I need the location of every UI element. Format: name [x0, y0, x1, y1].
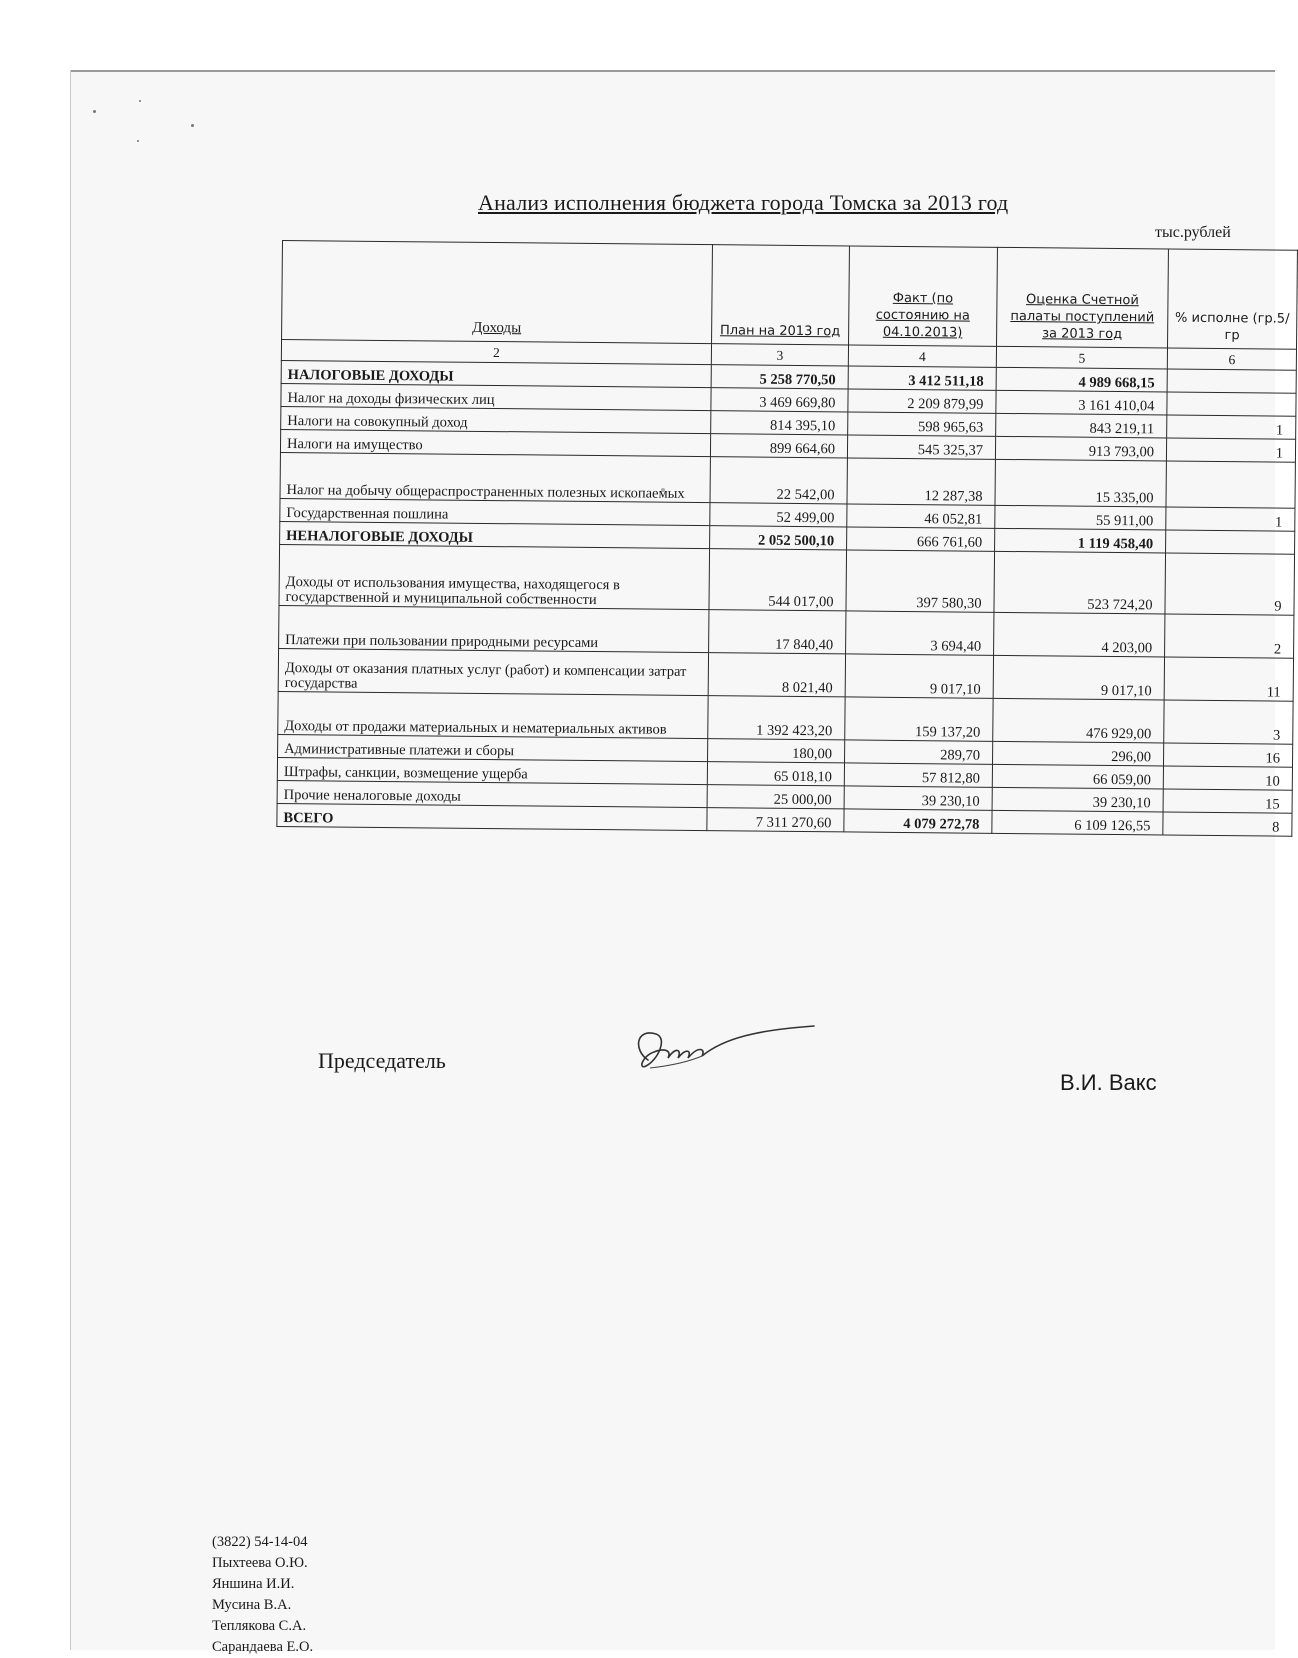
contact-person: Теплякова С.А.: [212, 1618, 307, 1634]
header-plan: [712, 245, 850, 345]
row-estimate: 523 724,20: [994, 551, 1166, 614]
row-estimate: 843 219,11: [996, 413, 1167, 438]
row-plan: 52 499,00: [710, 503, 847, 527]
row-plan: 899 664,60: [710, 434, 847, 458]
row-estimate: 4 989 668,15: [996, 367, 1167, 392]
scan-speck: [139, 100, 141, 102]
row-percent: [1167, 392, 1296, 416]
row-plan: 25 000,00: [707, 785, 844, 809]
row-estimate: 3 161 410,04: [996, 390, 1167, 415]
row-plan: 544 017,00: [709, 549, 847, 611]
header-percent: [1168, 249, 1298, 349]
row-percent: [1166, 461, 1295, 508]
signature-image: [628, 1020, 818, 1080]
row-name: Налоги на имущество: [280, 429, 710, 456]
row-plan: 1 392 423,20: [708, 696, 845, 740]
row-plan: 2 052 500,10: [710, 526, 847, 550]
row-fact: 4 079 272,78: [844, 809, 992, 833]
row-fact: 39 230,10: [844, 786, 992, 810]
row-percent: 16: [1163, 743, 1292, 767]
row-fact: 289,70: [845, 740, 993, 764]
row-estimate: 1 119 458,40: [995, 528, 1166, 553]
contact-person: Пыхтеева О.Ю.: [212, 1555, 308, 1571]
table-row: [279, 544, 1295, 615]
row-name: Штрафы, санкции, возмещение ущерба: [277, 757, 707, 784]
header-fact-text: Факт (по состоянию на 04.10.2013): [875, 290, 970, 341]
header-percent-text: % исполне (гр.5/гр: [1175, 310, 1290, 344]
column-number: 5: [996, 346, 1167, 369]
row-plan: 5 258 770,50: [711, 365, 848, 389]
document-title: Анализ исполнения бюджета города Томска за 2013 год: [478, 190, 1009, 215]
row-estimate: 66 059,00: [992, 764, 1163, 789]
scan-speck: [137, 140, 139, 142]
row-estimate: 476 929,00: [993, 698, 1164, 743]
budget-table-wrapper: [276, 240, 1290, 900]
row-fact: 598 965,63: [848, 412, 996, 436]
column-number: 4: [848, 345, 996, 367]
header-estimate-text: Оценка Счетной палаты поступлений за 2013 год: [1010, 292, 1155, 343]
column-number: 6: [1167, 348, 1296, 370]
row-name: НАЛОГОВЫЕ ДОХОДЫ: [281, 360, 711, 387]
contact-person: Мусина В.А.: [212, 1597, 292, 1613]
row-fact: 666 761,60: [847, 527, 995, 551]
header-plan-text: План на 2013 год: [719, 323, 841, 340]
row-name: Платежи при пользовании природными ресурсами: [279, 605, 709, 652]
row-estimate: 55 911,00: [995, 505, 1166, 530]
table-header-row: [282, 241, 1298, 350]
row-percent: 3: [1164, 700, 1293, 744]
row-estimate: 296,00: [992, 741, 1163, 766]
row-plan: 3 469 669,80: [711, 388, 848, 412]
row-name: Доходы от использования имущества, находящегося в государственной и муниципальной собственности: [279, 544, 710, 609]
column-number: 3: [711, 344, 848, 366]
chairman-title: Председатель: [318, 1048, 446, 1073]
row-plan: 17 840,40: [709, 610, 846, 654]
row-percent: 8: [1163, 812, 1292, 836]
row-estimate: 6 109 126,55: [992, 810, 1163, 835]
scan-speck: [191, 124, 194, 127]
contacts-block: [212, 1532, 313, 1658]
column-number: 2: [281, 340, 711, 365]
chairman-name: В.И. Вакс: [1060, 1070, 1157, 1095]
row-fact: 9 017,10: [845, 654, 993, 698]
row-name: НЕНАЛОГОВЫЕ ДОХОДЫ: [280, 521, 710, 548]
row-name: Налог на добычу общераспространенных полезных ископаемых: [280, 452, 710, 502]
row-fact: 3 694,40: [846, 611, 994, 655]
row-fact: 159 137,20: [845, 697, 993, 741]
row-plan: 65 018,10: [707, 762, 844, 786]
row-estimate: 9 017,10: [993, 655, 1164, 700]
row-name: Государственная пошлина: [280, 498, 710, 525]
row-percent: 10: [1163, 766, 1292, 790]
row-name: Доходы от продажи материальных и нематериальных активов: [278, 691, 708, 738]
row-name: ВСЕГО: [277, 803, 707, 830]
row-fact: 545 325,37: [847, 435, 995, 459]
row-fact: 3 412 511,18: [848, 366, 996, 390]
header-estimate: [997, 247, 1169, 348]
header-income: Доходы: [282, 241, 713, 344]
row-plan: 814 395,10: [711, 411, 848, 435]
row-percent: [1167, 369, 1296, 393]
contact-person: Яншина И.И.: [212, 1576, 295, 1592]
row-name: Налог на доходы физических лиц: [281, 383, 711, 410]
row-plan: 180,00: [708, 739, 845, 763]
row-estimate: 4 203,00: [994, 612, 1165, 657]
row-estimate: 913 793,00: [995, 436, 1166, 461]
header-fact: [849, 246, 998, 346]
budget-table: [276, 240, 1298, 837]
units-label: тыс.рублей: [1155, 224, 1231, 241]
row-percent: [1166, 530, 1295, 554]
row-name: Прочие неналоговые доходы: [277, 780, 707, 807]
row-percent: 1: [1166, 507, 1295, 531]
row-fact: 12 287,38: [847, 458, 995, 505]
row-percent: 11: [1164, 657, 1293, 701]
contact-phone: (3822) 54-14-04: [212, 1534, 308, 1550]
row-plan: 22 542,00: [710, 457, 847, 504]
row-percent: 9: [1165, 553, 1295, 615]
row-name: Налоги на совокупный доход: [281, 406, 711, 433]
scan-speck: [93, 110, 96, 113]
row-percent: 2: [1165, 614, 1294, 658]
row-percent: 1: [1167, 415, 1296, 439]
row-fact: 57 812,80: [844, 763, 992, 787]
row-fact: 46 052,81: [847, 504, 995, 528]
contact-person: Сарандаева Е.О.: [212, 1639, 314, 1655]
row-estimate: 15 335,00: [995, 459, 1166, 507]
row-fact: 2 209 879,99: [848, 389, 996, 413]
row-plan: 7 311 270,60: [707, 808, 844, 832]
row-estimate: 39 230,10: [992, 787, 1163, 812]
row-percent: 15: [1163, 789, 1292, 813]
row-percent: 1: [1166, 438, 1295, 462]
row-plan: 8 021,40: [708, 653, 845, 697]
row-name: Административные платежи и сборы: [278, 734, 708, 761]
row-name: Доходы от оказания платных услуг (работ) и компенсации затрат государства: [278, 648, 708, 695]
row-fact: 397 580,30: [846, 550, 995, 612]
